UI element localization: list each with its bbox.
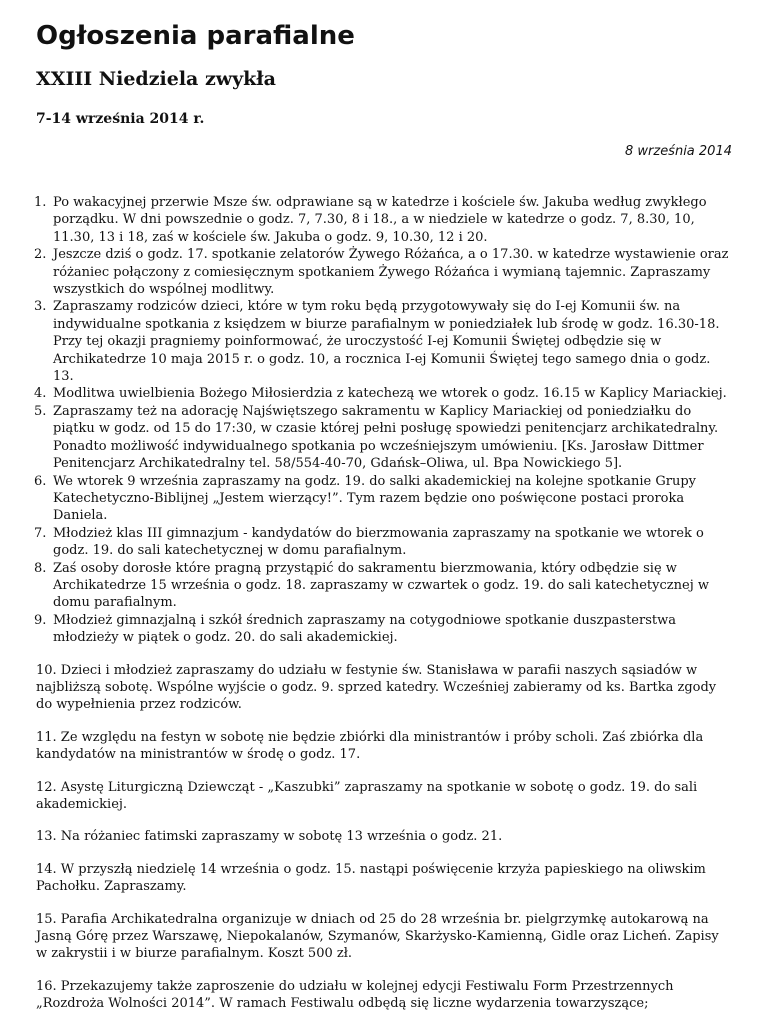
- sunday-name: XXIII Niedziela zwykła: [36, 68, 276, 90]
- announcement-paragraph: 14. W przyszłą niedzielę 14 września o godz. 15. nastąpi poświęcenie krzyża papieskiego na oliwskim Pachołku. Zapraszamy.: [36, 861, 706, 895]
- announcement-paragraph: 12. Asystę Liturgiczną Dziewcząt - „Kaszubki” zapraszamy na spotkanie w sobotę o godz. 19. do sali akademickiej.: [36, 779, 698, 812]
- item-number: 9.: [34, 612, 47, 628]
- announcement-paragraph: 10. Dzieci i młodzież zapraszamy do udziału w festynie św. Stanisława w parafii naszych sąsiadów w najbliższą sobotę. Wspólne wyjście o godz. 9. sprzed katedry. Wcześniej zabieramy od ks. Bartka zgody do wypełnienia przez rodziców.: [36, 662, 717, 713]
- announcement-item: [36, 246, 732, 298]
- publication-date: 8 września 2014: [624, 144, 732, 159]
- announcement-paragraph: 16. Przekazujemy także zaproszenie do udziału w kolejnej edycji Festiwalu Form Przestrzennych „Rozdroża Wolności 2014”. W ramach Festiwalu odbędą się liczne wydarzenia towarzyszące;: [36, 978, 674, 1012]
- announcement-item: [36, 612, 732, 647]
- item-number: 6.: [34, 473, 47, 489]
- item-number: 2.: [34, 247, 47, 263]
- item-text: Młodzież klas III gimnazjum - kandydatów do bierzmowania zapraszamy na spotkanie we wtorek o godz. 19. do sali katechetycznej w domu parafialnym.: [53, 525, 704, 559]
- item-text: Modlitwa uwielbienia Bożego Miłosierdzia z katechezą we wtorek o godz. 16.15 w Kaplicy Mariackiej.: [53, 386, 727, 402]
- item-text: Po wakacyjnej przerwie Msze św. odprawiane są w katedrze i kościele św. Jakuba według zwykłego porządku. W dni powszednie o godz. 7, 7.30, 8 i 18., a w niedziele w katedrze o godz. 7, 8.30, 10, 11.30, 13 i 18, zaś w kościele św. Jakuba o godz. 9, 10.30, 12 i 20.: [53, 195, 707, 245]
- item-text: Jeszcze dziś o godz. 17. spotkanie zelatorów Żywego Różańca, a o 17.30. w katedrze wystawienie oraz różaniec połączony z comiesięcznym spotkaniem Żywego Różańca i wymianą tajemnic. Zapraszamy wszystkich do wspólnej modlitwy.: [53, 247, 729, 298]
- announcement-item: [36, 560, 732, 612]
- announcement-item: [36, 194, 732, 246]
- item-text: Zapraszamy rodziców dzieci, które w tym roku będą przygotowywały się do I-ej Komunii św. na indywidualne spotkania z księdzem w biurze parafialnym w poniedziałek lub środę w godz. 16.30-18. Przy tej okazji pragniemy poinformować, że uroczystość I-ej Komunii Świętej odbędzie się w Archikatedrze 10 maja 2015 r. o godz. 10, a rocznica I-ej Komunii Świętej tego samego dnia o godz. 13.: [53, 299, 720, 385]
- announcements-list: [36, 194, 732, 647]
- item-number: 8.: [34, 560, 47, 576]
- announcement-paragraph: 11. Ze względu na festyn w sobotę nie będzie zbiórki dla ministrantów i próby scholi. Zaś zbiórka dla kandydatów na ministrantów w środę o godz. 17.: [36, 729, 704, 763]
- item-text: Zaś osoby dorosłe które pragną przystąpić do sakramentu bierzmowania, który odbędzie się w Archikatedrze 15 września o godz. 18. zapraszamy w czwartek o godz. 19. do sali katechetycznej w domu parafialnym.: [53, 560, 709, 611]
- page-title: Ogłoszenia parafialne: [36, 21, 355, 51]
- item-text: We wtorek 9 września zapraszamy na godz. 19. do salki akademickiej na kolejne spotkanie Grupy Katechetyczno-Biblijnej „Jestem wierzący!”. Tym razem będzie ono poświęcone postaci proroka Daniela.: [53, 473, 696, 524]
- announcement-item: [36, 525, 732, 560]
- item-number: 7.: [34, 525, 47, 541]
- announcement-item: [36, 403, 732, 473]
- announcement-item: [36, 473, 732, 525]
- item-text: Młodzież gimnazjalną i szkół średnich zapraszamy na cotygodniowe spotkanie duszpasterstwa młodzieży w piątek o godz. 20. do sali akademickiej.: [53, 612, 676, 646]
- announcement-item: [36, 298, 732, 385]
- announcement-item: [36, 385, 732, 402]
- document-page: [36, 0, 732, 1013]
- item-number: 3.: [34, 299, 47, 315]
- announcement-paragraph: 15. Parafia Archikatedralna organizuje w dniach od 25 do 28 września br. pielgrzymkę autokarową na Jasną Górę przez Warszawę, Niepokalanów, Szymanów, Skarżysko-Kamienną, Gidle oraz Licheń. Zapisy w zakrystii i w biurze parafialnym. Koszt 500 zł.: [36, 911, 719, 962]
- item-number: 4.: [34, 386, 47, 402]
- date-range: 7-14 września 2014 r.: [36, 111, 205, 127]
- item-text: Zapraszamy też na adorację Najświętszego sakramentu w Kaplicy Mariackiej od poniedziałku do piątku w godz. od 15 do 17:30, w czasie której pełni posługę spowiedzi penitencjarz archikatedralny. Ponadto możliwość indywidualnego spotkania po wcześniejszym umówieniu. [Ks. Jarosław Dittmer Penitencjarz Archikatedralny tel. 58/554-40-70, Gdańsk–Oliwa, ul. Bpa Nowickiego 5].: [53, 403, 719, 472]
- item-number: 5.: [34, 403, 47, 419]
- announcement-paragraph: 13. Na różaniec fatimski zapraszamy w sobotę 13 września o godz. 21.: [36, 829, 503, 845]
- item-number: 1.: [34, 195, 47, 210]
